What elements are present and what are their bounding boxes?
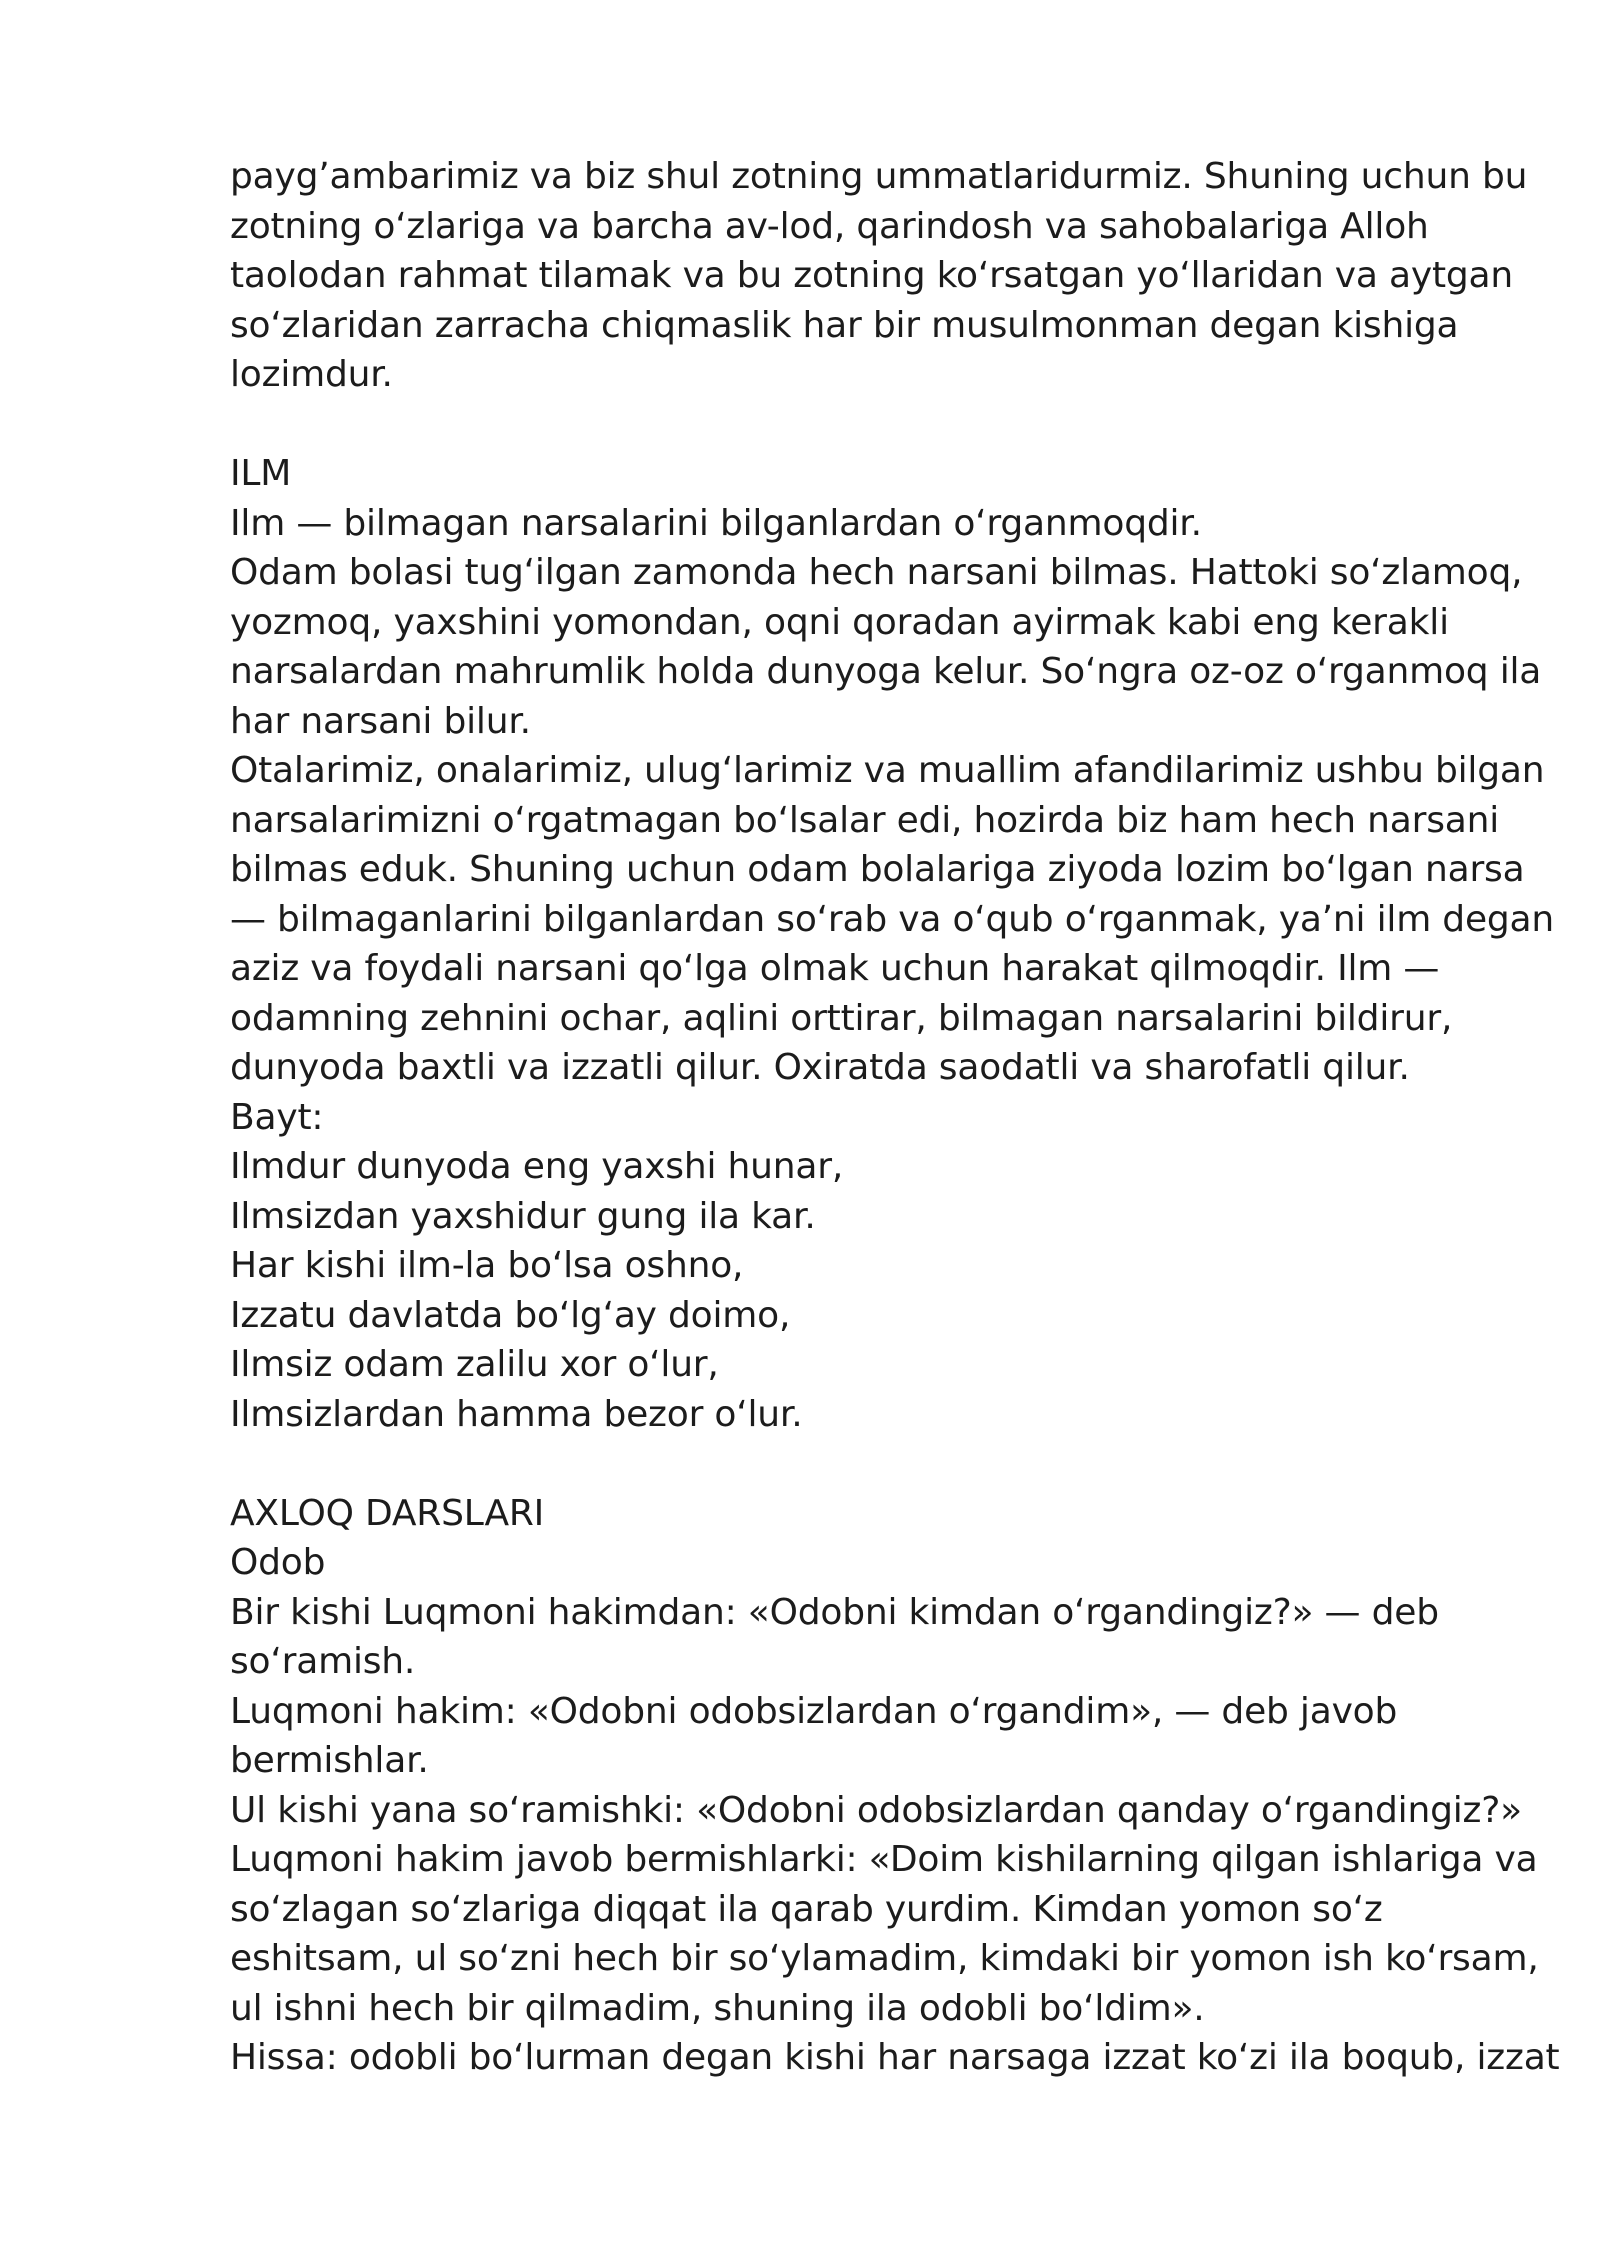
text-line: dunyoda baxtli va izzatli qilur. Oxiratda saodatli va sharofatli qilur. xyxy=(230,1047,1410,1088)
text-line: Luqmoni hakim javob bermishlarki: «Doim kishilarning qilgan ishlariga va xyxy=(230,1839,1538,1880)
text-line: Otalarimiz, onalarimiz, ulug‘larimiz va muallim afandilarimiz ushbu bilgan xyxy=(230,750,1545,791)
bayt-label: Bayt: xyxy=(230,1096,324,1138)
poem-line: Ilmsizdan yaxshidur gung ila kar. xyxy=(230,1195,816,1237)
poem xyxy=(230,1142,1530,1439)
text-line: aziz va foydali narsani qo‘lga olmak uchun harakat qilmoqdir. Ilm — xyxy=(230,948,1440,989)
poem-line: Har kishi ilm-la bo‘lsa oshno, xyxy=(230,1245,744,1286)
text-line: so‘zlagan so‘zlariga diqqat ila qarab yurdim. Kimdan yomon so‘z xyxy=(230,1888,1383,1930)
text-line: ul ishni hech bir qilmadim, shuning ila odobli bo‘ldim». xyxy=(230,1987,1205,2029)
ilm-section xyxy=(230,449,1555,1439)
text-line: bilmas eduk. Shuning uchun odam bolalariga ziyoda lozim bo‘lgan narsa xyxy=(230,849,1525,890)
intro-paragraph xyxy=(230,152,1530,400)
poem-line: Ilmsiz odam zalilu xor o‘lur, xyxy=(230,1344,719,1385)
blank-line xyxy=(230,1439,1530,1489)
poem-line: Ilmsizlardan hamma bezor o‘lur. xyxy=(230,1393,803,1435)
subheading-odob: Odob xyxy=(230,1542,326,1583)
section-heading-axloq: AXLOQ DARSLARI xyxy=(230,1492,545,1534)
text-line: taolodan rahmat tilamak va bu zotning ko‘rsatgan yo‘llaridan va aytgan xyxy=(230,255,1514,296)
text-line: yozmoq, yaxshini yomondan, oqni qoradan ayirmak kabi eng kerakli xyxy=(230,601,1449,643)
text-line: odamning zehnini ochar, aqlini orttirar, bilmagan narsalarini bildirur, xyxy=(230,997,1453,1039)
text-line: so‘ramish. xyxy=(230,1641,416,1682)
text-line: Hissa: odobli bo‘lurman degan kishi har narsaga izzat ko‘zi ila boqub, izzat xyxy=(230,2037,1560,2078)
text-line: Luqmoni hakim: «Odobni odobsizlardan o‘rgandim», — deb javob xyxy=(230,1690,1398,1732)
text-line: lozimdur. xyxy=(230,354,393,395)
text-line: payg’ambarimiz va biz shul zotning ummatlaridurmiz. Shuning uchun bu xyxy=(230,156,1528,197)
poem-line: Ilmdur dunyoda eng yaxshi hunar, xyxy=(230,1146,844,1187)
text-line: har narsani bilur. xyxy=(230,700,531,742)
ilm-paragraph-2 xyxy=(230,746,1555,1093)
text-line: bermishlar. xyxy=(230,1740,429,1781)
section-heading-ilm: ILM xyxy=(230,453,292,494)
text-line: Bir kishi Luqmoni hakimdan: «Odobni kimdan o‘rgandingiz?» — deb xyxy=(230,1591,1439,1633)
document-page xyxy=(230,152,1560,2083)
text-line: narsalarimizni o‘rgatmagan bo‘lsalar edi, hozirda biz ham hech narsani xyxy=(230,799,1500,841)
text-line: Odam bolasi tug‘ilgan zamonda hech narsani bilmas. Hattoki so‘zlamoq, xyxy=(230,552,1523,593)
text-line: Ul kishi yana so‘ramishki: «Odobni odobsizlardan qanday o‘rgandingiz?» xyxy=(230,1789,1522,1831)
text-line: zotning o‘zlariga va barcha av-lod, qarindosh va sahobalariga Alloh xyxy=(230,205,1429,247)
text-line: narsalardan mahrumlik holda dunyoga kelur. So‘ngra oz-oz o‘rganmoq ila xyxy=(230,651,1542,692)
text-line: — bilmaganlarini bilganlardan so‘rab va o‘qub o‘rganmak, ya’ni ilm degan xyxy=(230,898,1555,940)
poem-line: Izzatu davlatda bo‘lg‘ay doimo, xyxy=(230,1294,791,1336)
text-line: eshitsam, ul so‘zni hech bir so‘ylamadim, kimdaki bir yomon ish ko‘rsam, xyxy=(230,1938,1539,1979)
text-line: so‘zlaridan zarracha chiqmaslik har bir musulmonman degan kishiga xyxy=(230,304,1459,346)
ilm-definition: Ilm — bilmagan narsalarini bilganlardan o‘rganmoqdir. xyxy=(230,502,1202,544)
axloq-section xyxy=(230,1489,1560,2083)
blank-line xyxy=(230,400,1530,450)
ilm-paragraph-1 xyxy=(230,548,1542,746)
